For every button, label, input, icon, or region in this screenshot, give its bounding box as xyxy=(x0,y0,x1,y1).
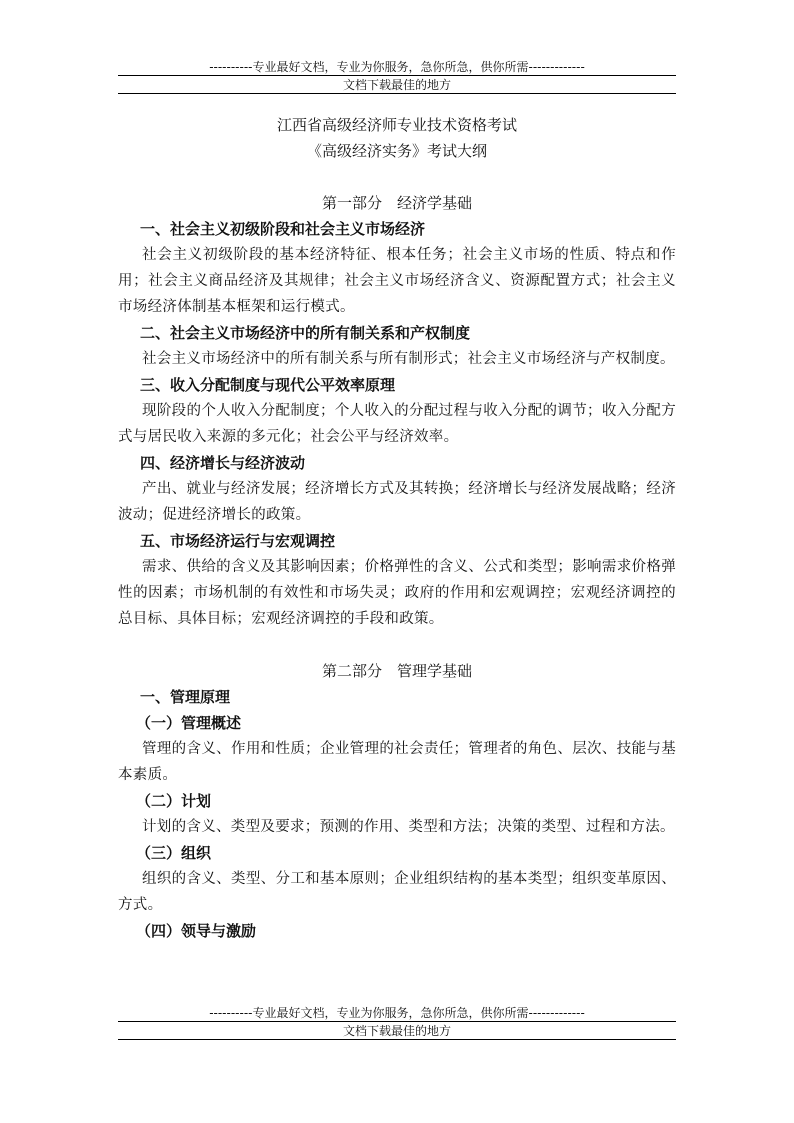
footer-site: 文档下载最佳的地方 xyxy=(342,1024,451,1038)
footer-rule-top xyxy=(118,1021,676,1022)
part2-subsection3-body: 组织的含义、类型、分工和基本原则；企业组织结构的基本类型；组织变革原因、方式。 xyxy=(118,871,676,913)
header-slogan: ----------专业最好文档，专业为你服务，急你所急，供你所需------------- xyxy=(209,60,585,74)
header-site: 文档下载最佳的地方 xyxy=(342,78,451,92)
spacer xyxy=(118,164,676,190)
part2-subsection2-heading: （二）计划 xyxy=(136,792,212,810)
doc-title-line2: 《高级经济实务》考试大纲 xyxy=(306,142,487,160)
part1-section4-body: 产出、就业与经济发展；经济增长方式及其转换；经济增长与经济发展战略；经济波动；促进经济增长的政策。 xyxy=(118,481,676,523)
header-rule-top xyxy=(118,75,676,76)
part1-section4-heading: 四、经济增长与经济波动 xyxy=(140,454,306,472)
part2-subsection1-body: 管理的含义、作用和性质；企业管理的社会责任；管理者的角色、层次、技能与基本素质。 xyxy=(118,741,676,783)
doc-title-line1: 江西省高级经济师专业技术资格考试 xyxy=(276,116,517,134)
part1-section1-body: 社会主义初级阶段的基本经济特征、根本任务；社会主义市场的性质、特点和作用；社会主义商品经济及其规律；社会主义市场经济含义、资源配置方式；社会主义市场经济体制基本框架和运行模式。 xyxy=(118,247,676,315)
part1-section3-heading: 三、收入分配制度与现代公平效率原理 xyxy=(140,376,396,394)
part1-section2-heading: 二、社会主义市场经济中的所有制关系和产权制度 xyxy=(140,324,471,342)
part2-subsection2-body: 计划的含义、类型及要求；预测的作用、类型和方法；决策的类型、过程和方法。 xyxy=(142,819,675,835)
footer-rule-bottom xyxy=(118,1039,676,1040)
spacer xyxy=(118,632,676,658)
part2-subsection1-heading: （一）管理概述 xyxy=(136,714,242,732)
part1-section2-body: 社会主义市场经济中的所有制关系与所有制形式；社会主义市场经济与产权制度。 xyxy=(142,351,675,367)
part2-subsection3-heading: （三）组织 xyxy=(136,844,212,862)
part1-section1-heading: 一、社会主义初级阶段和社会主义市场经济 xyxy=(140,220,426,238)
header-rule-bottom xyxy=(118,93,676,94)
part2-section1-heading: 一、管理原理 xyxy=(140,688,231,706)
part2-title: 第二部分 管理学基础 xyxy=(321,662,472,680)
part1-section5-body: 需求、供给的含义及其影响因素；价格弹性的含义、公式和类型；影响需求价格弹性的因素；市场机制的有效性和市场失灵；政府的作用和宏观调控；宏观经济调控的总目标、具体目标；宏观经济调控的手段和政策。 xyxy=(118,559,676,627)
part1-section5-heading: 五、市场经济运行与宏观调控 xyxy=(140,532,336,550)
part1-title: 第一部分 经济学基础 xyxy=(321,194,472,212)
document-body xyxy=(118,112,676,944)
footer-slogan: ----------专业最好文档，专业为你服务，急你所急，供你所需------------- xyxy=(209,1006,585,1020)
part2-subsection4-heading: （四）领导与激励 xyxy=(136,922,257,940)
part1-section3-body: 现阶段的个人收入分配制度；个人收入的分配过程与收入分配的调节；收入分配方式与居民收入来源的多元化；社会公平与经济效率。 xyxy=(118,403,676,445)
